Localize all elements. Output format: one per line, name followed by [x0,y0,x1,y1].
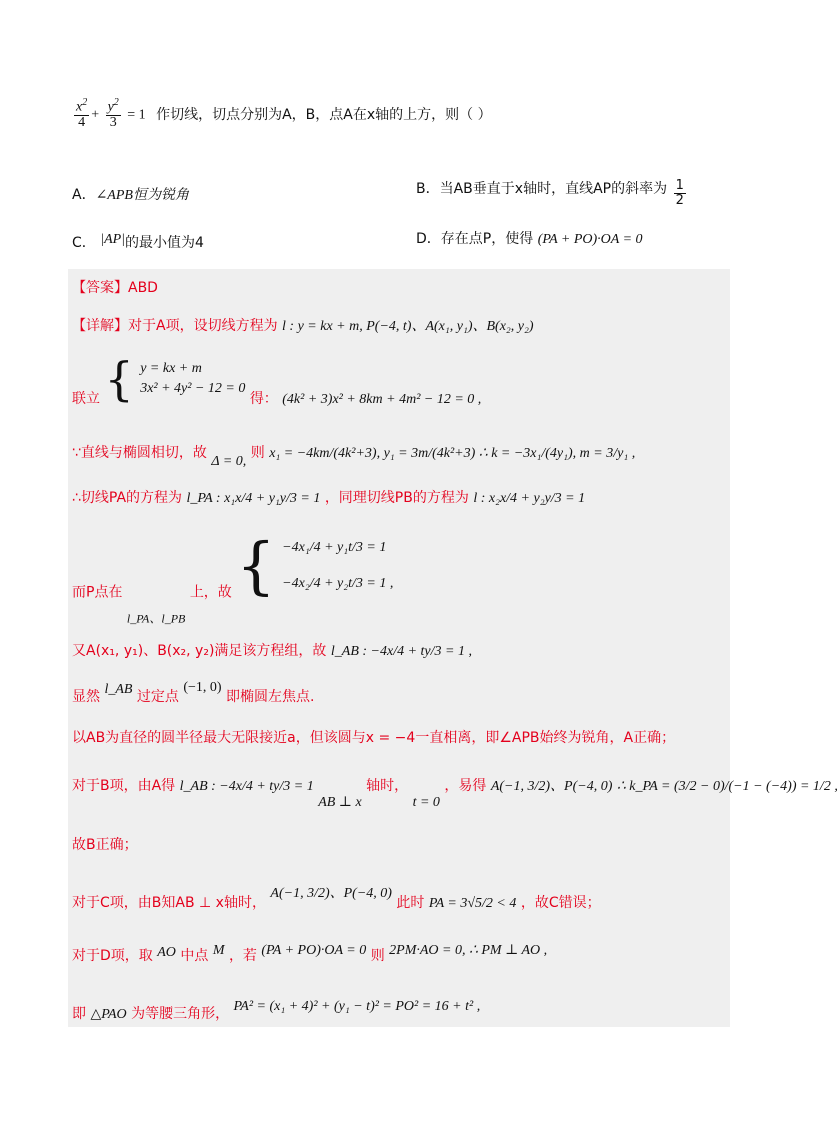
detail-line-8: 以AB为直径的圆半径最大无限接近a，但该圆与x = −4一直相离，即∠APB始终为锐角，A正确； [72,730,676,746]
detail-line-1: 【详解】对于A项，设切线方程为 l : y = kx + m, P(−4, t)、A(x₁, y₁)、B(x₂, y₂) [72,318,534,334]
detail-line-6: 又A(x₁, y₁)、B(x₂, y₂)满足该方程组，故 l_AB : −4x/4 + ty/3 = 1 , [72,643,472,659]
detail-line-12: 对于D项，取 AO 中点 M ，若 (PA + PO)·OA = 0 则 2PM·AO = 0, ∴ PM ⊥ AO , [72,943,548,964]
answer-tag: 【答案】ABD [72,280,158,296]
question-text: 作切线，切点分别为A，B，点A在x轴的上方，则（ ） [156,106,492,123]
option-a: A．∠APB恒为锐角 [72,187,189,203]
detail-line-11: 对于C项，由B知AB ⊥ x轴时， A(−1, 3/2)、P(−4, 0) 此时 PA = 3√5/2 < 4 ，故C错误； [72,886,601,911]
question-stem: $\frac{x^2}{4}$ + $\frac{y^2}{3}$ = 1 作切线，切点分别为A，B，点A在x轴的上方，则（ ） [76,97,492,131]
detail-line-13: 即 △PAO 为等腰三角形， PA² = (x₁ + 4)² + (y₁ − t)² = PO² = 16 + t² , [72,999,481,1022]
detail-line-2: 联立 { y = kx + m 3x² + 4y² − 12 = 0 得： (4k² + 3)x² + 8km + 4m² − 12 = 0 , [72,352,482,407]
option-b-fraction: $\frac{1}{2}$ [675,178,684,208]
detail-line-7: 显然 l_AB 过定点 (−1, 0) 即椭圆左焦点. [72,680,315,705]
ellipse-term-y: $\frac{y^2}{3}$ [107,97,119,131]
detail-line-3: ∵直线与椭圆相切，故 Δ = 0, 则 x₁ = −4km/(4k²+3), y₁ = 3m/(4k²+3) ∴ k = −3x₁/(4y₁), m = 3/y₁ , [72,445,636,469]
detail-line-9: 对于B项，由A得 l_AB : −4x/4 + ty/3 = 1 AB ⊥ x 轴时， t = 0 ，易得 A(−1, 3/2)、P(−4, 0) ∴ k_PA = (3/2 − 0)/(−1 − (−4)) = 1/2 , [72,778,838,810]
detail-line-10: 故B正确； [72,837,138,853]
option-d: D．存在点P，使得 (PA + PO)·OA = 0 [416,231,643,247]
detail-line-5: 而P点在 l_PA、l_PB 上，故 { −4x₁/4 + y₁t/3 = 1 −4x₂/4 + y₂t/3 = 1 , [72,529,394,626]
ellipse-equals: = 1 [127,107,146,123]
ellipse-term-x: $\frac{x^2}{4}$ [76,97,88,131]
option-c: C． |AP|的最小值为4 [72,232,204,251]
option-b: B．当AB垂直于x轴时，直线AP的斜率为 $\frac{1}{2}$ [416,178,684,208]
detail-line-4: ∴切线PA的方程为 l_PA : x₁x/4 + y₁y/3 = 1 ，同理切线PB的方程为 l : x₂x/4 + y₂y/3 = 1 [72,490,586,506]
